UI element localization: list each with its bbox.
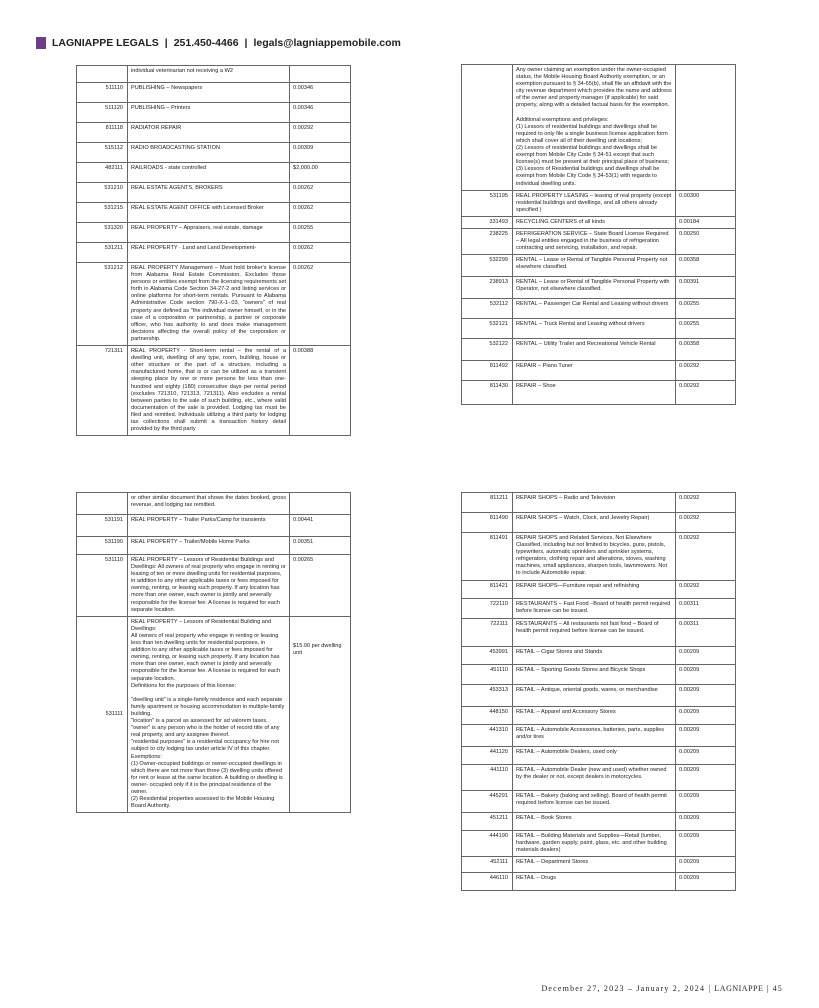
table-row xyxy=(77,616,351,813)
header-brand: LAGNIAPPE LEGALS xyxy=(52,37,159,49)
description-cell: REAL PROPERTY – Trailer Parks/Camp for transients xyxy=(128,515,290,537)
rate-cell: 0.00209 xyxy=(676,830,736,856)
table-row xyxy=(77,66,351,83)
code-cell: 532121 xyxy=(462,319,513,339)
rate-cell: 0.00391 xyxy=(676,277,736,299)
description-cell: RECYCLING CENTERS of all kinds xyxy=(513,216,676,228)
code-cell: 448150 xyxy=(462,706,513,724)
rate-cell: 0.00255 xyxy=(290,223,351,243)
table-row xyxy=(77,537,351,555)
license-table-top-left xyxy=(76,65,351,436)
table-row xyxy=(77,515,351,537)
code-cell: 811490 xyxy=(462,513,513,533)
rate-cell: 0.00292 xyxy=(676,493,736,513)
rate-cell: 0.00346 xyxy=(290,83,351,103)
rate-cell: 0.00441 xyxy=(290,515,351,537)
header-phone: 251.450-4466 xyxy=(173,37,239,49)
rate-cell: 0.00292 xyxy=(676,361,736,381)
code-cell: 532112 xyxy=(462,299,513,319)
table-row xyxy=(462,533,736,581)
code-cell: 532299 xyxy=(462,255,513,277)
description-cell: RETAIL – Automobile Dealer (new and used) whether owned by the dealer or not, except dealers in motorcycles. xyxy=(513,764,676,790)
rate-cell: 0.00311 xyxy=(676,618,736,646)
footer-brand: LAGNIAPPE xyxy=(714,984,764,993)
code-cell: 238225 xyxy=(462,228,513,254)
code-cell: 515112 xyxy=(77,143,128,163)
table-row xyxy=(462,598,736,618)
description-cell: RENTAL – Lease or Rental of Tangible Personal Property with Operator, not elsewhere classified. xyxy=(513,277,676,299)
table-row xyxy=(462,724,736,746)
code-cell: 451110 xyxy=(462,664,513,684)
description-cell: REPAIR SHOPS and Related Services, Not Elsewhere Classified, including but not limited to bicycles, guns, pistols, typewriters, automatic sprinklers and sprinkler systems, refrigerators, clothing repair and alterations, stoves, washing machines, small appliances, sharpen tools, lawnmowers. Not to include Automobile repair. xyxy=(513,533,676,581)
rate-cell: 0.00292 xyxy=(676,513,736,533)
table-row xyxy=(77,555,351,617)
description-cell: RETAIL – Automobile Dealers, used only xyxy=(513,746,676,764)
table-row xyxy=(462,381,736,405)
description-cell: REPAIR SHOPS—Furniture repair and refinishing xyxy=(513,580,676,598)
table-row xyxy=(462,684,736,706)
table-row xyxy=(462,872,736,890)
table-row xyxy=(77,143,351,163)
code-cell: 811118 xyxy=(77,123,128,143)
description-cell: RAILROADS - state controlled xyxy=(128,163,290,183)
rate-cell: 0.00292 xyxy=(676,533,736,581)
table-row xyxy=(462,228,736,254)
code-cell: 811491 xyxy=(462,533,513,581)
license-table-bottom-right xyxy=(461,492,736,891)
page-header xyxy=(36,36,401,50)
code-cell: 238913 xyxy=(462,277,513,299)
table-row xyxy=(462,856,736,872)
rate-cell: 0.00209 xyxy=(676,856,736,872)
code-cell: 811421 xyxy=(462,580,513,598)
table-row xyxy=(77,243,351,263)
table-row xyxy=(462,513,736,533)
table-row xyxy=(77,346,351,436)
rate-cell xyxy=(290,66,351,83)
code-cell: 721311 xyxy=(77,346,128,436)
code-cell: 446110 xyxy=(462,872,513,890)
rate-cell: 0.00262 xyxy=(290,183,351,203)
code-cell: 811492 xyxy=(462,361,513,381)
rate-cell: 0.00388 xyxy=(290,346,351,436)
table-row xyxy=(462,65,736,191)
rate-cell: 0.00346 xyxy=(290,103,351,123)
table-row xyxy=(77,103,351,123)
brand-square xyxy=(36,37,46,49)
table-row xyxy=(462,361,736,381)
table-row xyxy=(462,830,736,856)
rate-cell: 0.00209 xyxy=(676,646,736,664)
rate-cell: 0.00265 xyxy=(290,555,351,617)
code-cell: 511110 xyxy=(77,83,128,103)
rate-cell: 0.00311 xyxy=(676,598,736,618)
rate-cell: 0.00209 xyxy=(676,684,736,706)
description-cell: RETAIL – Drugs xyxy=(513,872,676,890)
code-cell: 444190 xyxy=(462,830,513,856)
rate-cell: 0.00351 xyxy=(290,537,351,555)
table-row xyxy=(462,706,736,724)
description-cell: REAL PROPERTY - Short-term rental – the rental of a dwelling unit, dwelling of any type, room, building, house or other structure or the part of a structure, including a manufactured home, that is or can be utilized as a transient sleeping place by one or more persons for less than one-hundred and eighty (180) consecutive days per rental period (excludes 721310, 721313, 721311). Also excludes a rental between parties to the sale of such building, etc., where valid documentation of the sale is provided. Lodging tax must be filed and remitted. Individuals utilizing a third party for lodging tax collections shall submit a transaction history detail provided by the third party xyxy=(128,346,290,436)
description-cell: RADIATOR REPAIR xyxy=(128,123,290,143)
code-cell: 531195 xyxy=(462,190,513,216)
table-row xyxy=(462,618,736,646)
code-cell: 482111 xyxy=(77,163,128,183)
code-cell: 722111 xyxy=(462,618,513,646)
code-cell: 531111 xyxy=(77,616,128,813)
rate-cell: 0.00209 xyxy=(676,872,736,890)
description-cell: RADIO BROADCASTING STATION xyxy=(128,143,290,163)
code-cell: 441120 xyxy=(462,746,513,764)
code-cell: 441110 xyxy=(462,764,513,790)
description-cell: or other similar document that shows the dates booked, gross revenue, and lodging tax remitted. xyxy=(128,493,290,515)
header-email: legals@lagniappemobile.com xyxy=(253,37,401,49)
description-cell: Any owner claiming an exemption under the owner-occupied status, the Mobile Housing Board Authority exemption, or an exemption pursuant to § 34-65(b), shall file an affidavit with the city revenue department which provides the name and address of the owner and property manager (if applicable) for said property, along with a detailed factual basis for the exemption. Additional exemptions and privileges: (1) Lessors of residential buildings and dwellings shall be required to only file a single business license application form which shall cover all of their dwelling unit locations; (2) Lessors of residential buildings and dwellings shall be exempt from Mobile City Code § 34-51 except that such license(s) must be present at their principal place of business; (3) Lessors of Residential buildings and dwellings shall be exempt from Mobile City Code § 34-53(1) with regards to individual dwelling units. xyxy=(513,65,676,191)
description-cell: REAL PROPERTY – Lessors of Residential Buildings and Dwellings: All owners of real property who engage in renting or leasing of ten or more dwelling units for residential purposes, in addition to any other applicable taxes or fees imposed for owning, renting, or leasing such property. If any location has more than one owner, each owner is jointly and severally responsible for the license fee. A license is required for each separate location. xyxy=(128,555,290,617)
description-cell: REAL PROPERTY LEASING – leasing of real property (except residential buildings and dwellings, and all others already specified ) xyxy=(513,190,676,216)
rate-cell: 0.00209 xyxy=(676,812,736,830)
rate-cell: 0.00209 xyxy=(676,664,736,684)
code-cell: 531110 xyxy=(77,555,128,617)
rate-cell: 0.00309 xyxy=(290,143,351,163)
license-table-top-right xyxy=(461,64,736,405)
code-cell: 532122 xyxy=(462,339,513,361)
rate-cell: 0.00209 xyxy=(676,790,736,812)
table-row xyxy=(77,163,351,183)
rate-cell xyxy=(290,493,351,515)
code-cell: 511120 xyxy=(77,103,128,123)
header-separator: | xyxy=(244,37,248,49)
rate-cell: 0.00292 xyxy=(290,123,351,143)
description-cell: RESTAURANTS – All restaurants not fast food – Board of health permit required before license can be issued. xyxy=(513,618,676,646)
rate-cell: 0.00262 xyxy=(290,243,351,263)
table-row xyxy=(462,790,736,812)
code-cell xyxy=(77,66,128,83)
description-cell: RETAIL – Apparel and Accessory Stores xyxy=(513,706,676,724)
table-row xyxy=(462,319,736,339)
description-cell: REPAIR SHOPS – Radio and Television xyxy=(513,493,676,513)
footer-separator: | xyxy=(766,984,770,993)
rate-cell: 0.00292 xyxy=(676,381,736,405)
table-row xyxy=(462,812,736,830)
table-row xyxy=(462,764,736,790)
description-cell: RETAIL – Building Materials and Supplies—Retail (lumber, hardware, garden supply, paint, glass, etc. and other building materials dealers) xyxy=(513,830,676,856)
rate-cell: 0.00300 xyxy=(676,190,736,216)
description-cell: REPAIR SHOPS – Watch, Clock, and Jewelry Repair) xyxy=(513,513,676,533)
description-cell: REAL PROPERTY Management – Must hold broker's license from Alabama Real Estate Commission. Excludes those persons or entities exempt from the licensing requirements set forth in Alabama Code Section 34-27-2 and listing services or online platforms for short-term rentals. Pursuant to Alabama Administrative Code section 790-X-1-.03, "owners" of real property are defined as "the individual owner himself, or in the case of a corporation or partnership, a partner or corporate officer, who has authority to and does make management decisions affecting the overall policy of the corporation or partnership. xyxy=(128,263,290,346)
table-row xyxy=(462,493,736,513)
rate-cell: 0.00209 xyxy=(676,764,736,790)
description-cell: RETAIL – Cigar Stores and Stands xyxy=(513,646,676,664)
table-row xyxy=(462,339,736,361)
rate-cell: 0.00358 xyxy=(676,339,736,361)
table-row xyxy=(462,255,736,277)
description-cell: PUBLISHING – Printers xyxy=(128,103,290,123)
description-cell: RENTAL – Utility Trailer and Recreational Vehicle Rental xyxy=(513,339,676,361)
code-cell: 453313 xyxy=(462,684,513,706)
table-row xyxy=(77,83,351,103)
table-row xyxy=(77,493,351,515)
code-cell: 722110 xyxy=(462,598,513,618)
rate-cell: 0.00255 xyxy=(676,319,736,339)
description-cell: RETAIL – Department Stores xyxy=(513,856,676,872)
code-cell: 531211 xyxy=(77,243,128,263)
rate-cell: 0.00209 xyxy=(676,724,736,746)
table-row xyxy=(462,646,736,664)
rate-cell: 0.00255 xyxy=(676,299,736,319)
rate-cell: 0.00358 xyxy=(676,255,736,277)
code-cell: 441310 xyxy=(462,724,513,746)
description-cell: REAL PROPERTY · Land and Land Development- xyxy=(128,243,290,263)
description-cell: REAL PROPERTY – Appraisers, real estate, damage xyxy=(128,223,290,243)
description-cell: RENTAL – Passenger Car Rental and Leasing without drivers xyxy=(513,299,676,319)
table-row xyxy=(77,223,351,243)
rate-cell: 0.00209 xyxy=(676,706,736,724)
description-cell: REFRIGERATION SERVICE – State Board License Required – All legal entities engaged in the business of refrigeration contracting and servicing, installation, and repair. xyxy=(513,228,676,254)
table-row xyxy=(462,580,736,598)
page-number: 45 xyxy=(772,984,783,993)
code-cell: 531191 xyxy=(77,515,128,537)
issue-date: December 27, 2023 – January 2, 2024 xyxy=(541,984,706,993)
rate-cell: 0.00250 xyxy=(676,228,736,254)
description-cell: RETAIL – Antique, oriental goods, wares, or merchandise xyxy=(513,684,676,706)
description-cell: REAL PROPERTY – Trailer/Mobile Home Parks xyxy=(128,537,290,555)
description-cell: RETAIL – Sporting Goods Stores and Bicycle Shops xyxy=(513,664,676,684)
code-cell: 531215 xyxy=(77,203,128,223)
rate-cell xyxy=(676,65,736,191)
description-cell: PUBLISHING – Newspapers xyxy=(128,83,290,103)
code-cell: 531212 xyxy=(77,263,128,346)
license-table-bottom-left xyxy=(76,492,351,813)
table-row xyxy=(462,216,736,228)
description-cell: REAL ESTATE AGENT OFFICE with Licensed Broker xyxy=(128,203,290,223)
table-row xyxy=(462,664,736,684)
table-row xyxy=(462,746,736,764)
code-cell xyxy=(77,493,128,515)
description-cell: individual veterinarian not receiving a W2 xyxy=(128,66,290,83)
table-row xyxy=(77,203,351,223)
description-cell: REAL ESTATE AGENTS, BROKERS xyxy=(128,183,290,203)
description-cell: RETAIL – Automobile Accessories, batteries, parts, supplies and/or tires xyxy=(513,724,676,746)
rate-cell: 0.00262 xyxy=(290,203,351,223)
code-cell: 445291 xyxy=(462,790,513,812)
table-row xyxy=(462,190,736,216)
table-row xyxy=(77,123,351,143)
rate-cell: $15.00 per dwelling unit xyxy=(290,616,351,813)
footer-separator: | xyxy=(708,984,712,993)
header-separator: | xyxy=(164,37,168,49)
page-footer xyxy=(541,984,783,993)
table-row xyxy=(77,183,351,203)
description-cell: RENTAL – Truck Rental and Leasing without drivers xyxy=(513,319,676,339)
table-row xyxy=(462,277,736,299)
code-cell: 453991 xyxy=(462,646,513,664)
code-cell: 452111 xyxy=(462,856,513,872)
description-cell: REPAIR – Piano Tuner xyxy=(513,361,676,381)
table-row xyxy=(462,299,736,319)
code-cell: 531190 xyxy=(77,537,128,555)
code-cell: 531210 xyxy=(77,183,128,203)
description-cell: RETAIL – Book Stores xyxy=(513,812,676,830)
description-cell: REAL PROPERTY – Lessors of Residential Building and Dwellings: All owners of real property who engage in renting or leasing less than ten dwelling units for residential purposes, in addition to any other applicable taxes or fees imposed for owning, renting, or leasing such property. If any location has more than one owner, each owner is jointly and severally responsible for the license fee. A license is required for each separate location. Definitions for the purposes of this license: "dwelling unit" is a single-family residence and each separate family apartment or housing accommodation in multiple-family building. "location" is a parcel as assessed for ad valorem taxes. "owner" is any person who is the holder of record title of any real property, and any assignee thereof. "residential purposes" is a residential occupancy for hire not subject to city lodging tax under article IV of this chapter. Exemptions: (1) Owner-occupied buildings or owner-occupied dwellings in which there are not more than three (3) dwelling units offered for rent or lease at the same location. A building or dwelling is owner- occupied only if it is the principal residence of the owner. (2) Residential properties assessed to the Mobile Housing Board Authority. xyxy=(128,616,290,813)
code-cell xyxy=(462,65,513,191)
rate-cell: $2,000.00 xyxy=(290,163,351,183)
description-cell: RENTAL – Lease or Rental of Tangible Personal Property not elsewhere classified. xyxy=(513,255,676,277)
table-row xyxy=(77,263,351,346)
code-cell: 811211 xyxy=(462,493,513,513)
rate-cell: 0.00262 xyxy=(290,263,351,346)
rate-cell: 0.00209 xyxy=(676,746,736,764)
code-cell: 451211 xyxy=(462,812,513,830)
code-cell: 531320 xyxy=(77,223,128,243)
rate-cell: 0.00184 xyxy=(676,216,736,228)
code-cell: 331493 xyxy=(462,216,513,228)
description-cell: REPAIR – Shoe xyxy=(513,381,676,405)
description-cell: RETAIL – Bakery (baking and selling). Board of health permit required before license can be issued. xyxy=(513,790,676,812)
rate-cell: 0.00292 xyxy=(676,580,736,598)
description-cell: RESTAURANTS – Fast Food –Board of health permit required before license can be issued. xyxy=(513,598,676,618)
code-cell: 811430 xyxy=(462,381,513,405)
